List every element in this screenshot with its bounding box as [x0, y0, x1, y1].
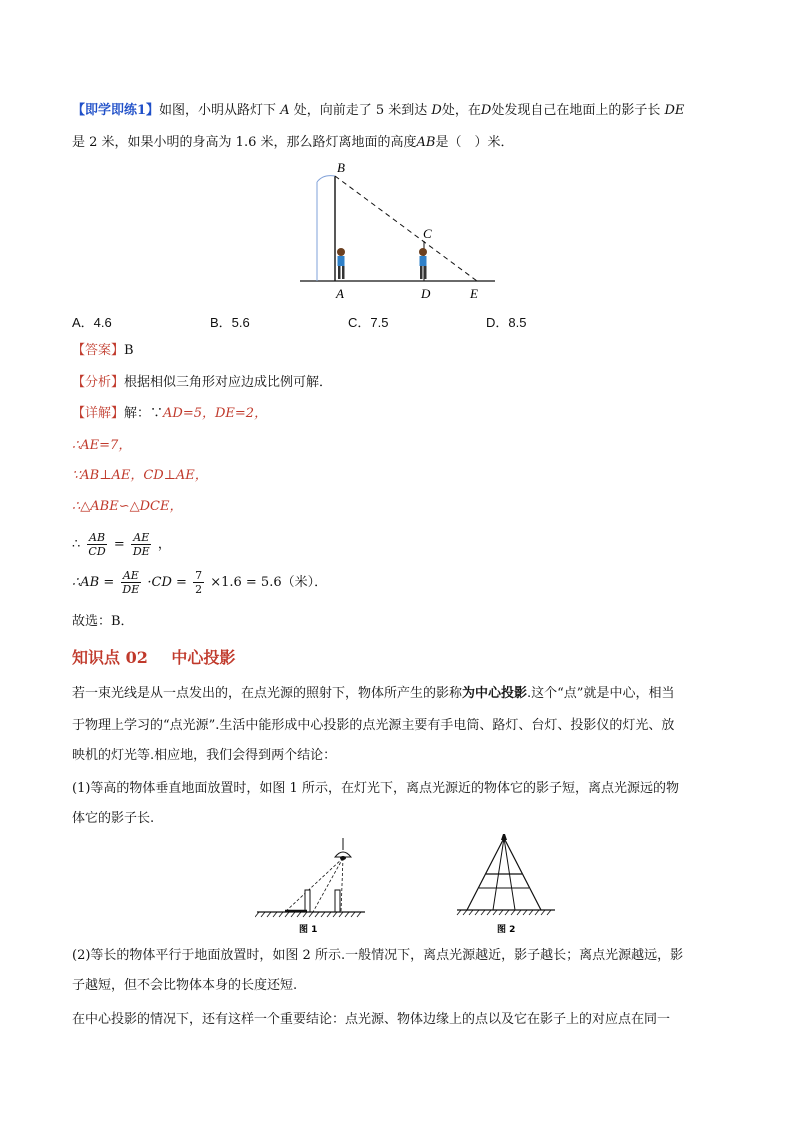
- section-heading: [72, 648, 235, 668]
- exercise-tag: 【即学即练1】: [72, 103, 160, 118]
- option-b[interactable]: B．5.6: [210, 315, 250, 330]
- figure-2-caption: 图 2: [497, 925, 516, 935]
- person-at-A-icon: [337, 248, 345, 279]
- detail-line-3: ∵AB⊥AE，CD⊥AE，: [72, 468, 208, 483]
- fraction-7-2: $\frac{7}{2}$: [195, 569, 203, 596]
- label-B: B: [337, 160, 345, 175]
- detail-line-2: ∴AE=7，: [72, 438, 132, 453]
- figure-2: [455, 830, 565, 938]
- analysis-line: 【分析】根据相似三角形对应边成比例可解．: [72, 375, 333, 390]
- para2-line-1: (1)等高的物体垂直地面放置时，如图 1 所示，在灯光下，离点光源近的物体它的影子短，离点光源远的物: [72, 781, 679, 796]
- object-near: [305, 890, 310, 912]
- para3-line-2: 子越短，但不会比物体本身的长度还短.: [72, 978, 298, 993]
- section-number: 知识点 02: [72, 648, 148, 667]
- label-D: D: [421, 286, 431, 301]
- detail-line-5: ∴ $\frac{AB}{CD}$ = $\frac{AE}{DE}$ ，: [72, 531, 171, 558]
- option-c[interactable]: C．7.5: [348, 315, 389, 330]
- detail-line-4: ∴△ABE∽△DCE，: [72, 499, 183, 514]
- para1-line-3: 映机的灯光等.相应地，我们会得到两个结论：: [72, 748, 337, 763]
- para2-line-2: 体它的影子长.: [72, 811, 155, 826]
- answer-value: B: [124, 343, 134, 358]
- choose-line: 故选：B．: [72, 614, 134, 629]
- exercise-line-2: 是 2 米，如果小明的身高为 1.6 米，那么路灯离地面的高度AB是（ ）米．: [72, 135, 514, 150]
- answer-line: [72, 341, 134, 361]
- option-a[interactable]: A．4.6: [72, 315, 112, 330]
- detail-tag: 【详解】: [72, 406, 125, 421]
- option-d[interactable]: D．8.5: [486, 315, 527, 330]
- para3-line-1: (2)等长的物体平行于地面放置时，如图 2 所示.一般情况下，离点光源越近，影子越长；离点光源越远，影: [72, 948, 684, 963]
- detail-line-6: ∴AB = $\frac{AE}{DE}$ ·CD = $\frac{7}{2}$ ×1.6 = 5.6（米）．: [72, 569, 328, 596]
- figure-1-caption: 图 1: [299, 925, 318, 935]
- streetlamp-figure: [295, 158, 505, 306]
- analysis-tag: 【分析】: [72, 375, 125, 390]
- light-ray: [335, 176, 477, 281]
- para1-line-2: 于物理上学习的“点光源”.生活中能形成中心投影的点光源主要有手电筒、路灯、台灯、投影仪的灯光、放: [72, 718, 675, 733]
- fraction-ae-de: $\frac{AE}{DE}$: [132, 531, 150, 558]
- label-A: A: [336, 286, 344, 301]
- person-at-D-icon: [419, 248, 427, 279]
- para4-line-1: 在中心投影的情况下，还有这样一个重要结论：点光源、物体边缘上的点以及它在影子上的对应点在同一: [72, 1012, 671, 1027]
- lamp-arm: [317, 176, 335, 182]
- figure-1: [255, 830, 385, 938]
- para1-line-1: 若一束光线是从一点发出的，在点光源的照射下，物体所产生的影称为中心投影.这个“点”就是中心，相当: [72, 686, 675, 701]
- label-E: E: [470, 286, 478, 301]
- object-far: [335, 890, 340, 912]
- label-C: C: [423, 226, 432, 241]
- answer-tag: 【答案】: [72, 343, 125, 358]
- section-title: 中心投影: [171, 648, 236, 667]
- detail-line-1: 【详解】解：∵AD=5，DE=2，: [72, 406, 268, 421]
- fraction-ab-cd: $\frac{AB}{CD}$: [88, 531, 106, 558]
- fraction-ae-de-2: $\frac{AE}{DE}$: [122, 569, 140, 596]
- exercise-line-1: 【即学即练1】如图，小明从路灯下 A 处，向前走了 5 米到达 D处，在D处发现自己在地面上的影子长 DE: [72, 103, 685, 118]
